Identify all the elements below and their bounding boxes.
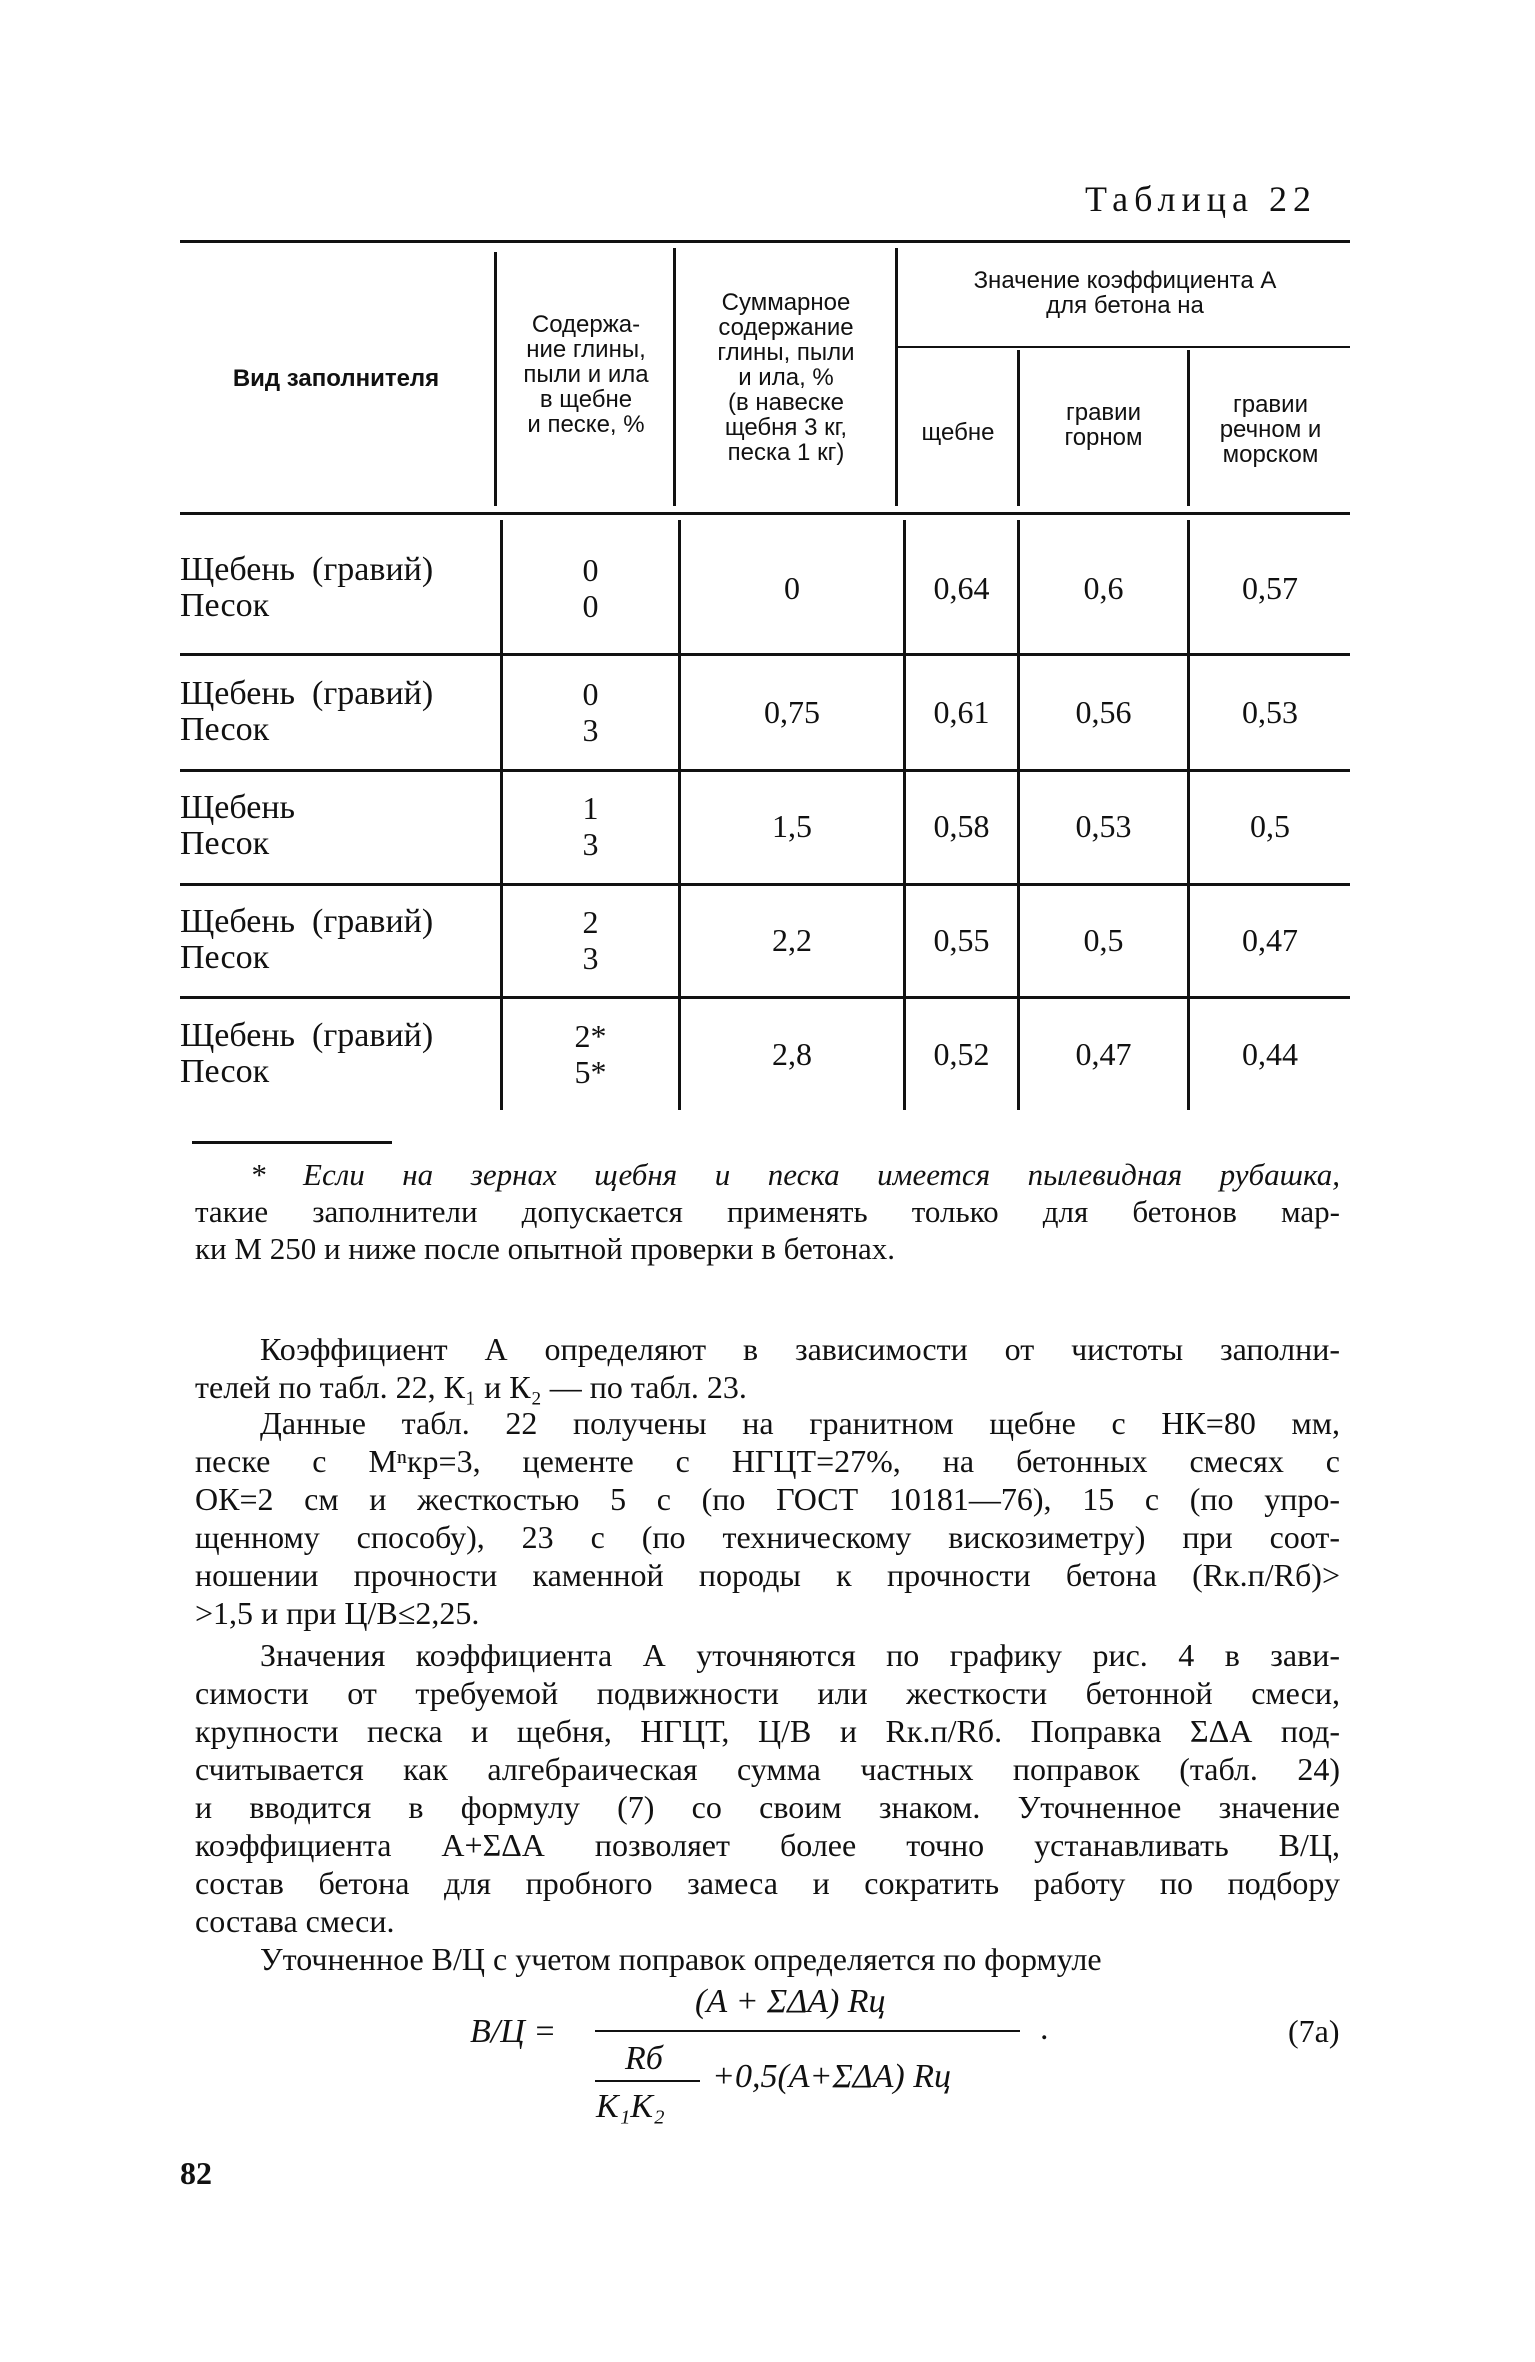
paragraph-line: щенному способу), 23 с (по техническому вискозиметру) при соот- xyxy=(195,1519,1340,1555)
row-label xyxy=(180,552,433,624)
page-number: 82 xyxy=(180,2155,212,2191)
header-line: гравии xyxy=(1232,391,1308,418)
cell-a-crushed: 0,61 xyxy=(933,694,990,730)
header-river-gravel xyxy=(1191,392,1350,467)
cell-content xyxy=(503,1018,678,1090)
cell-content xyxy=(503,552,678,624)
header-col-divider xyxy=(895,248,898,506)
paragraph xyxy=(195,1330,1340,1406)
header-line: глины, пыли xyxy=(717,339,855,366)
header-aggregate-type-text: Вид заполнителя xyxy=(232,365,440,392)
formula-numerator: (А + ΣΔА) Rц xyxy=(695,1983,886,2020)
cell-a-mountain: 0,47 xyxy=(1075,1036,1132,1072)
cell-a-crushed: 0,55 xyxy=(933,922,990,958)
header-line: (в навеске xyxy=(728,389,844,416)
paragraph-line: коэффициента А+ΣΔА позволяет более точно устанавливать В/Ц, xyxy=(195,1827,1340,1863)
paragraph-line: >1,5 и при Ц/В≤2,25. xyxy=(195,1595,480,1631)
paragraph-line: ношении прочности каменной породы к прочности бетона (Rк.п/Rб)> xyxy=(195,1557,1340,1593)
header-crushed xyxy=(900,420,1016,445)
header-line: щебня 3 кг, xyxy=(724,414,848,441)
cell-content-sand: 5* xyxy=(574,1054,607,1090)
row-label-line: Песок xyxy=(180,825,270,862)
cell-a-river: 0,47 xyxy=(1242,922,1298,958)
header-line: ние глины, xyxy=(526,336,646,363)
table-top-rule xyxy=(180,240,1350,243)
header-content xyxy=(500,312,672,437)
row-label-line: Щебень xyxy=(180,789,296,826)
row-label-line: Щебень (гравий) xyxy=(180,903,434,940)
cell-total: 0,75 xyxy=(764,694,820,730)
row-separator xyxy=(180,883,1350,886)
cell-content xyxy=(503,790,678,862)
header-col-divider xyxy=(673,248,676,506)
paragraph xyxy=(195,1404,1340,1632)
cell-a-river: 0,53 xyxy=(1242,694,1298,730)
cell-content-gravel: 0 xyxy=(582,676,599,712)
paragraph-line: Значения коэффициента А уточняются по графику рис. 4 в зави- xyxy=(260,1637,1340,1673)
header-line: для бетона на xyxy=(1046,292,1204,319)
header-line: пыли и ила xyxy=(523,361,649,388)
paragraph-line: считывается как алгебраическая сумма частных поправок (табл. 24) xyxy=(195,1751,1340,1787)
cell-content-gravel: 2* xyxy=(574,1018,607,1054)
row-label-line: Щебень (гравий) xyxy=(180,675,434,712)
cell-a-river: 0,57 xyxy=(1242,570,1298,606)
row-separator xyxy=(180,653,1350,656)
row-separator xyxy=(180,769,1350,772)
header-bottom-rule xyxy=(180,512,1350,515)
header-line: в щебне xyxy=(539,386,633,413)
header-col-divider xyxy=(494,252,497,506)
table-footnote xyxy=(195,1156,1340,1267)
row-label xyxy=(180,676,433,748)
row-separator xyxy=(180,996,1350,999)
cell-total: 2,2 xyxy=(772,922,812,958)
paragraph-line: состав бетона для пробного замеса и сократить работу по подбору xyxy=(195,1865,1340,1901)
row-label-line: Песок xyxy=(180,587,270,624)
formula-number: (7а) xyxy=(1288,2013,1340,2049)
cell-content-gravel: 2 xyxy=(582,904,599,940)
formula-denominator-tail: +0,5(А+ΣΔА) Rц xyxy=(712,2058,951,2095)
header-coef-group xyxy=(900,268,1350,318)
header-line: гравии xyxy=(1065,399,1141,426)
row-label-line: Песок xyxy=(180,711,270,748)
cell-a-mountain: 0,56 xyxy=(1075,694,1132,730)
header-line: Суммарное xyxy=(721,289,851,316)
paragraph xyxy=(195,1636,1340,1940)
header-col-divider xyxy=(1017,350,1020,506)
paragraph-line: состава смеси. xyxy=(195,1903,395,1939)
formula-main-fraction-bar xyxy=(595,2030,1020,2032)
cell-a-crushed: 0,52 xyxy=(933,1036,990,1072)
paragraph-line: и вводится в формулу (7) со своим знаком. Уточненное значение xyxy=(195,1789,1340,1825)
paragraph-line: ОК=2 см и жесткостью 5 с (по ГОСТ 10181—76), 15 с (по упро- xyxy=(195,1481,1340,1517)
header-line: Значение коэффициента А xyxy=(973,267,1277,294)
row-label-line: Щебень (гравий) xyxy=(180,551,434,588)
header-line: горном xyxy=(1064,424,1143,451)
paragraph-line: Уточненное В/Ц с учетом поправок определяется по формуле xyxy=(260,1941,1102,1977)
cell-content-sand: 3 xyxy=(582,940,599,976)
header-mountain-gravel xyxy=(1021,400,1186,450)
row-label xyxy=(180,904,433,976)
header-total xyxy=(678,290,894,465)
paragraph-line: Коэффициент А определяют в зависимости от чистоты заполни- xyxy=(260,1331,1340,1367)
header-line: щебне xyxy=(921,419,995,446)
cell-a-mountain: 0,6 xyxy=(1083,570,1124,606)
row-label-line: Щебень (гравий) xyxy=(180,1017,434,1054)
cell-content-sand: 3 xyxy=(582,712,599,748)
row-label xyxy=(180,790,295,862)
formula-inner-numerator: Rб xyxy=(625,2040,663,2077)
cell-content xyxy=(503,676,678,748)
row-label-line: Песок xyxy=(180,939,270,976)
cell-content-gravel: 0 xyxy=(582,552,599,588)
table-caption: Таблица 22 xyxy=(1085,179,1317,219)
cell-content-gravel: 1 xyxy=(582,790,599,826)
formula-period: . xyxy=(1040,2010,1049,2047)
paragraph-line: телей по табл. 22, К₁ и К₂ — по табл. 23. xyxy=(195,1369,747,1405)
cell-content-sand: 3 xyxy=(582,826,599,862)
cell-content xyxy=(503,904,678,976)
footnote-rule xyxy=(192,1141,392,1144)
header-line: Содержа- xyxy=(531,311,641,338)
formula-lhs: В/Ц = xyxy=(470,2013,557,2050)
row-label xyxy=(180,1018,433,1090)
cell-content-sand: 0 xyxy=(582,588,599,624)
paragraph xyxy=(195,1940,1340,1978)
cell-a-river: 0,44 xyxy=(1242,1036,1298,1072)
header-line: и ила, % xyxy=(738,364,834,391)
header-line: песка 1 кг) xyxy=(727,439,845,466)
coef-group-rule xyxy=(898,346,1350,348)
paragraph-line: крупности песка и щебня, НГЦТ, Ц/В и Rк.п/Rб. Поправка ΣΔА под- xyxy=(195,1713,1340,1749)
paragraph-line: Данные табл. 22 получены на гранитном щебне с НК=80 мм, xyxy=(260,1405,1340,1441)
cell-total: 1,5 xyxy=(772,808,812,844)
formula-inner-fraction-bar xyxy=(595,2080,700,2082)
header-line: содержание xyxy=(718,314,854,341)
cell-a-crushed: 0,58 xyxy=(933,808,990,844)
header-aggregate-type xyxy=(180,366,492,391)
paragraph-line: песке с Мⁿкр=3, цементе с НГЦТ=27%, на бетонных смесях с xyxy=(195,1443,1340,1479)
footnote-line: ки М 250 и ниже после опытной проверки в бетонах. xyxy=(195,1231,895,1266)
cell-a-mountain: 0,5 xyxy=(1083,922,1124,958)
cell-total: 0 xyxy=(784,570,800,606)
header-line: и песке, % xyxy=(527,411,645,438)
cell-a-mountain: 0,53 xyxy=(1075,808,1132,844)
row-label-line: Песок xyxy=(180,1053,270,1090)
header-line: речном и xyxy=(1219,416,1322,443)
cell-total: 2,8 xyxy=(772,1036,812,1072)
footnote-line: * Если на зернах щебня и песка имеется пылевидная рубашка, xyxy=(250,1157,1340,1192)
cell-a-river: 0,5 xyxy=(1250,808,1290,844)
formula-inner-denominator: К₁К₂ xyxy=(596,2088,665,2125)
paragraph-line: симости от требуемой подвижности или жесткости бетонной смеси, xyxy=(195,1675,1340,1711)
header-line: морском xyxy=(1222,441,1319,468)
footnote-line: такие заполнители допускается применять только для бетонов мар- xyxy=(195,1194,1340,1229)
header-col-divider xyxy=(1187,350,1190,506)
cell-a-crushed: 0,64 xyxy=(933,570,990,606)
